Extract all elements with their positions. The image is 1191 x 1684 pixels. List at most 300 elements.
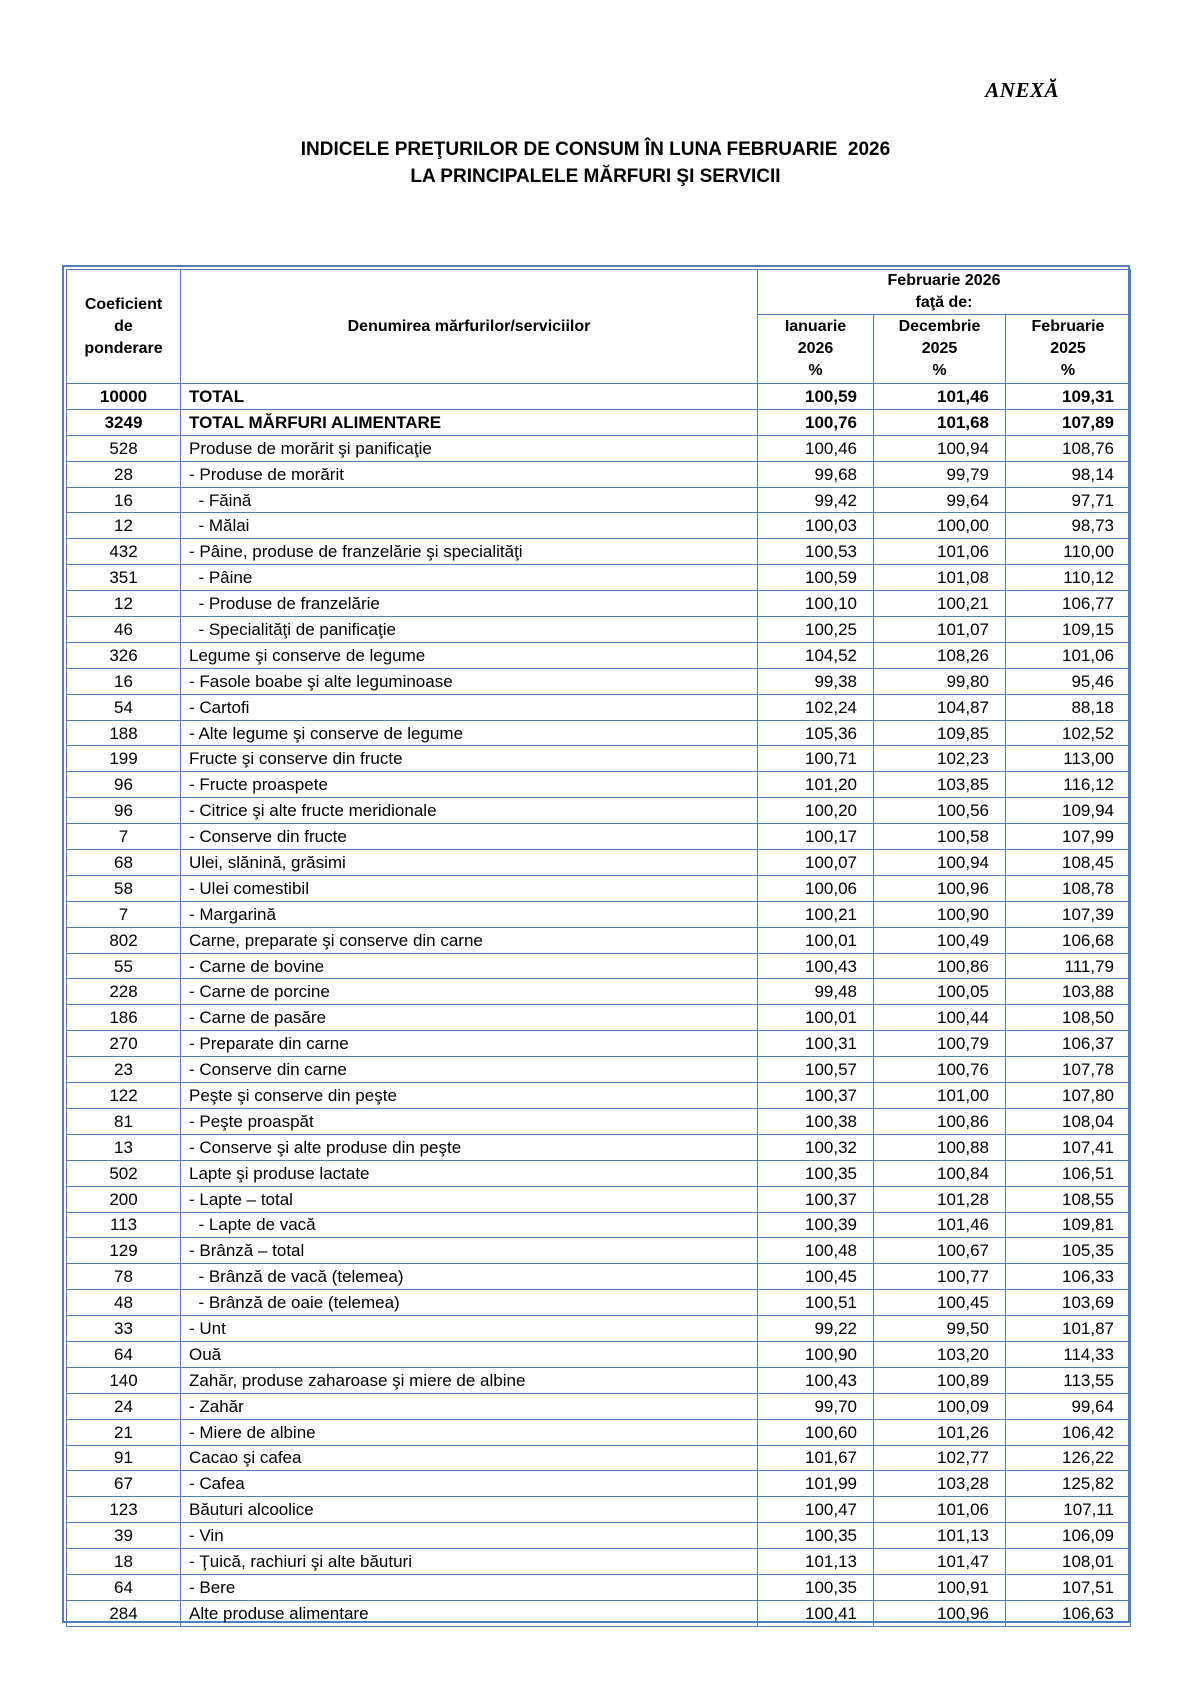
index-vs-dec-2025-cell: 100,49	[874, 927, 1006, 953]
weight-cell: 123	[67, 1497, 181, 1523]
index-vs-jan-2026-cell: 100,48	[758, 1238, 874, 1264]
index-vs-feb-2025-cell: 108,50	[1006, 1005, 1131, 1031]
index-vs-feb-2025-cell: 106,37	[1006, 1031, 1131, 1057]
item-name-cell: Ulei, slănină, grăsimi	[181, 850, 758, 876]
index-vs-feb-2025-cell: 97,71	[1006, 487, 1131, 513]
table-row	[67, 642, 1131, 668]
weight-cell: 802	[67, 927, 181, 953]
index-vs-feb-2025-cell: 109,94	[1006, 798, 1131, 824]
table-row	[67, 565, 1131, 591]
index-vs-dec-2025-cell: 100,86	[874, 1108, 1006, 1134]
table-row	[67, 798, 1131, 824]
header-coefficient: Coeficient de ponderare	[67, 270, 181, 384]
weight-cell: 502	[67, 1160, 181, 1186]
weight-cell: 122	[67, 1083, 181, 1109]
index-vs-jan-2026-cell: 99,70	[758, 1393, 874, 1419]
weight-cell: 64	[67, 1574, 181, 1600]
index-vs-dec-2025-cell: 100,56	[874, 798, 1006, 824]
weight-cell: 24	[67, 1393, 181, 1419]
item-name-cell: - Miere de albine	[181, 1419, 758, 1445]
index-vs-feb-2025-cell: 105,35	[1006, 1238, 1131, 1264]
index-vs-dec-2025-cell: 100,86	[874, 953, 1006, 979]
item-name-cell: Alte produse alimentare	[181, 1600, 758, 1626]
item-name-cell: Carne, preparate şi conserve din carne	[181, 927, 758, 953]
weight-cell: 78	[67, 1264, 181, 1290]
weight-cell: 186	[67, 1005, 181, 1031]
weight-cell: 188	[67, 720, 181, 746]
table-row	[67, 1134, 1131, 1160]
weight-cell: 12	[67, 591, 181, 617]
item-name-cell: - Margarină	[181, 901, 758, 927]
index-vs-dec-2025-cell: 100,00	[874, 513, 1006, 539]
index-vs-feb-2025-cell: 107,51	[1006, 1574, 1131, 1600]
index-vs-jan-2026-cell: 99,68	[758, 461, 874, 487]
index-vs-dec-2025-cell: 101,68	[874, 409, 1006, 435]
index-vs-jan-2026-cell: 100,03	[758, 513, 874, 539]
item-name-cell: - Vin	[181, 1523, 758, 1549]
index-vs-dec-2025-cell: 100,44	[874, 1005, 1006, 1031]
weight-cell: 113	[67, 1212, 181, 1238]
index-vs-dec-2025-cell: 101,13	[874, 1523, 1006, 1549]
table-row	[67, 1083, 1131, 1109]
item-name-cell: Legume şi conserve de legume	[181, 642, 758, 668]
item-name-cell: - Alte legume şi conserve de legume	[181, 720, 758, 746]
weight-cell: 16	[67, 487, 181, 513]
index-vs-jan-2026-cell: 100,57	[758, 1057, 874, 1083]
index-vs-dec-2025-cell: 102,23	[874, 746, 1006, 772]
index-vs-dec-2025-cell: 100,79	[874, 1031, 1006, 1057]
header-dec-2025: Decembrie 2025 %	[874, 315, 1006, 384]
item-name-cell: Fructe şi conserve din fructe	[181, 746, 758, 772]
item-name-cell: - Carne de porcine	[181, 979, 758, 1005]
index-vs-dec-2025-cell: 100,58	[874, 824, 1006, 850]
weight-cell: 28	[67, 461, 181, 487]
item-name-cell: - Fructe proaspete	[181, 772, 758, 798]
index-vs-feb-2025-cell: 113,00	[1006, 746, 1131, 772]
table-row	[67, 1264, 1131, 1290]
weight-cell: 10000	[67, 384, 181, 410]
index-vs-dec-2025-cell: 101,47	[874, 1549, 1006, 1575]
index-vs-dec-2025-cell: 100,05	[874, 979, 1006, 1005]
table-row	[67, 487, 1131, 513]
index-vs-feb-2025-cell: 106,51	[1006, 1160, 1131, 1186]
index-vs-feb-2025-cell: 99,64	[1006, 1393, 1131, 1419]
index-vs-jan-2026-cell: 100,90	[758, 1341, 874, 1367]
index-vs-dec-2025-cell: 99,50	[874, 1316, 1006, 1342]
item-name-cell: - Lapte de vacă	[181, 1212, 758, 1238]
index-vs-feb-2025-cell: 107,41	[1006, 1134, 1131, 1160]
table-row	[67, 1471, 1131, 1497]
item-name-cell: - Bere	[181, 1574, 758, 1600]
item-name-cell: - Produse de morărit	[181, 461, 758, 487]
item-name-cell: - Pâine	[181, 565, 758, 591]
index-vs-dec-2025-cell: 101,08	[874, 565, 1006, 591]
header-name: Denumirea mărfurilor/serviciilor	[181, 270, 758, 384]
table-row	[67, 875, 1131, 901]
table-row	[67, 1393, 1131, 1419]
index-vs-feb-2025-cell: 101,87	[1006, 1316, 1131, 1342]
table-row	[67, 979, 1131, 1005]
item-name-cell: TOTAL	[181, 384, 758, 410]
index-vs-jan-2026-cell: 100,31	[758, 1031, 874, 1057]
table-row	[67, 1497, 1131, 1523]
index-vs-dec-2025-cell: 99,80	[874, 668, 1006, 694]
index-vs-jan-2026-cell: 100,59	[758, 384, 874, 410]
weight-cell: 7	[67, 901, 181, 927]
index-vs-feb-2025-cell: 111,79	[1006, 953, 1131, 979]
index-vs-feb-2025-cell: 110,12	[1006, 565, 1131, 591]
weight-cell: 46	[67, 617, 181, 643]
index-vs-jan-2026-cell: 100,41	[758, 1600, 874, 1626]
item-name-cell: - Zahăr	[181, 1393, 758, 1419]
weight-cell: 55	[67, 953, 181, 979]
index-vs-dec-2025-cell: 101,00	[874, 1083, 1006, 1109]
index-vs-jan-2026-cell: 100,37	[758, 1186, 874, 1212]
table-row	[67, 1005, 1131, 1031]
table-row	[67, 901, 1131, 927]
index-vs-jan-2026-cell: 100,10	[758, 591, 874, 617]
header-group: Februarie 2026 faţă de:	[758, 270, 1131, 315]
index-vs-feb-2025-cell: 106,77	[1006, 591, 1131, 617]
index-vs-jan-2026-cell: 99,22	[758, 1316, 874, 1342]
index-vs-feb-2025-cell: 102,52	[1006, 720, 1131, 746]
table-row	[67, 1523, 1131, 1549]
weight-cell: 326	[67, 642, 181, 668]
weight-cell: 199	[67, 746, 181, 772]
table-row	[67, 409, 1131, 435]
index-vs-jan-2026-cell: 104,52	[758, 642, 874, 668]
index-vs-feb-2025-cell: 109,81	[1006, 1212, 1131, 1238]
index-vs-jan-2026-cell: 100,47	[758, 1497, 874, 1523]
index-vs-feb-2025-cell: 126,22	[1006, 1445, 1131, 1471]
index-vs-feb-2025-cell: 107,39	[1006, 901, 1131, 927]
item-name-cell: - Făină	[181, 487, 758, 513]
price-index-table	[66, 269, 1131, 1627]
index-vs-dec-2025-cell: 100,89	[874, 1367, 1006, 1393]
table-row	[67, 1212, 1131, 1238]
index-vs-jan-2026-cell: 100,17	[758, 824, 874, 850]
weight-cell: 13	[67, 1134, 181, 1160]
index-vs-dec-2025-cell: 101,46	[874, 384, 1006, 410]
weight-cell: 58	[67, 875, 181, 901]
table-row	[67, 720, 1131, 746]
table-row	[67, 617, 1131, 643]
item-name-cell: - Preparate din carne	[181, 1031, 758, 1057]
weight-cell: 228	[67, 979, 181, 1005]
item-name-cell: - Unt	[181, 1316, 758, 1342]
index-vs-jan-2026-cell: 101,99	[758, 1471, 874, 1497]
table-row	[67, 513, 1131, 539]
weight-cell: 284	[67, 1600, 181, 1626]
table-row	[67, 668, 1131, 694]
item-name-cell: - Citrice şi alte fructe meridionale	[181, 798, 758, 824]
table-row	[67, 746, 1131, 772]
index-vs-jan-2026-cell: 100,21	[758, 901, 874, 927]
index-vs-dec-2025-cell: 100,96	[874, 1600, 1006, 1626]
index-vs-jan-2026-cell: 100,20	[758, 798, 874, 824]
header-feb-2025: Februarie 2025 %	[1006, 315, 1131, 384]
weight-cell: 48	[67, 1290, 181, 1316]
table-row	[67, 1549, 1131, 1575]
index-vs-feb-2025-cell: 108,76	[1006, 435, 1131, 461]
index-vs-dec-2025-cell: 101,26	[874, 1419, 1006, 1445]
index-vs-feb-2025-cell: 108,04	[1006, 1108, 1131, 1134]
index-vs-jan-2026-cell: 100,01	[758, 927, 874, 953]
item-name-cell: - Fasole boabe şi alte leguminoase	[181, 668, 758, 694]
weight-cell: 67	[67, 1471, 181, 1497]
index-vs-dec-2025-cell: 100,76	[874, 1057, 1006, 1083]
weight-cell: 129	[67, 1238, 181, 1264]
item-name-cell: - Specialităţi de panificaţie	[181, 617, 758, 643]
weight-cell: 3249	[67, 409, 181, 435]
item-name-cell: Băuturi alcoolice	[181, 1497, 758, 1523]
index-vs-feb-2025-cell: 103,69	[1006, 1290, 1131, 1316]
weight-cell: 23	[67, 1057, 181, 1083]
weight-cell: 68	[67, 850, 181, 876]
index-vs-dec-2025-cell: 104,87	[874, 694, 1006, 720]
price-index-table-frame	[62, 265, 1130, 1623]
index-vs-jan-2026-cell: 99,48	[758, 979, 874, 1005]
index-vs-dec-2025-cell: 100,67	[874, 1238, 1006, 1264]
item-name-cell: - Cartofi	[181, 694, 758, 720]
table-row	[67, 1600, 1131, 1626]
index-vs-dec-2025-cell: 100,88	[874, 1134, 1006, 1160]
item-name-cell: Ouă	[181, 1341, 758, 1367]
index-vs-feb-2025-cell: 125,82	[1006, 1471, 1131, 1497]
table-row	[67, 1031, 1131, 1057]
page-title	[0, 136, 1191, 190]
index-vs-jan-2026-cell: 100,37	[758, 1083, 874, 1109]
index-vs-jan-2026-cell: 100,06	[758, 875, 874, 901]
table-row	[67, 539, 1131, 565]
index-vs-jan-2026-cell: 100,45	[758, 1264, 874, 1290]
index-vs-feb-2025-cell: 107,11	[1006, 1497, 1131, 1523]
index-vs-feb-2025-cell: 109,31	[1006, 384, 1131, 410]
weight-cell: 96	[67, 772, 181, 798]
index-vs-jan-2026-cell: 100,32	[758, 1134, 874, 1160]
index-vs-jan-2026-cell: 100,71	[758, 746, 874, 772]
weight-cell: 432	[67, 539, 181, 565]
table-row	[67, 435, 1131, 461]
item-name-cell: - Produse de franzelărie	[181, 591, 758, 617]
index-vs-jan-2026-cell: 100,35	[758, 1160, 874, 1186]
weight-cell: 18	[67, 1549, 181, 1575]
weight-cell: 12	[67, 513, 181, 539]
index-vs-dec-2025-cell: 100,91	[874, 1574, 1006, 1600]
index-vs-dec-2025-cell: 100,94	[874, 850, 1006, 876]
index-vs-jan-2026-cell: 101,67	[758, 1445, 874, 1471]
title-line-2: LA PRINCIPALELE MĂRFURI ŞI SERVICII	[410, 166, 781, 187]
table-row	[67, 591, 1131, 617]
index-vs-jan-2026-cell: 101,20	[758, 772, 874, 798]
index-vs-dec-2025-cell: 100,96	[874, 875, 1006, 901]
index-vs-jan-2026-cell: 105,36	[758, 720, 874, 746]
table-row	[67, 384, 1131, 410]
index-vs-jan-2026-cell: 99,38	[758, 668, 874, 694]
index-vs-feb-2025-cell: 88,18	[1006, 694, 1131, 720]
index-vs-feb-2025-cell: 107,89	[1006, 409, 1131, 435]
index-vs-jan-2026-cell: 102,24	[758, 694, 874, 720]
index-vs-jan-2026-cell: 100,51	[758, 1290, 874, 1316]
index-vs-dec-2025-cell: 100,90	[874, 901, 1006, 927]
table-row	[67, 824, 1131, 850]
index-vs-feb-2025-cell: 106,68	[1006, 927, 1131, 953]
index-vs-feb-2025-cell: 116,12	[1006, 772, 1131, 798]
table-row	[67, 1108, 1131, 1134]
index-vs-jan-2026-cell: 100,59	[758, 565, 874, 591]
item-name-cell: - Ţuică, rachiuri şi alte băuturi	[181, 1549, 758, 1575]
index-vs-jan-2026-cell: 101,13	[758, 1549, 874, 1575]
index-vs-dec-2025-cell: 99,64	[874, 487, 1006, 513]
annex-label: ANEXĂ	[985, 78, 1059, 102]
item-name-cell: Lapte şi produse lactate	[181, 1160, 758, 1186]
index-vs-jan-2026-cell: 100,60	[758, 1419, 874, 1445]
index-vs-dec-2025-cell: 100,94	[874, 435, 1006, 461]
index-vs-jan-2026-cell: 100,39	[758, 1212, 874, 1238]
index-vs-feb-2025-cell: 103,88	[1006, 979, 1131, 1005]
index-vs-dec-2025-cell: 100,77	[874, 1264, 1006, 1290]
index-vs-feb-2025-cell: 110,00	[1006, 539, 1131, 565]
table-row	[67, 694, 1131, 720]
index-vs-dec-2025-cell: 101,06	[874, 1497, 1006, 1523]
table-row	[67, 1419, 1131, 1445]
weight-cell: 54	[67, 694, 181, 720]
table-row	[67, 927, 1131, 953]
index-vs-feb-2025-cell: 106,33	[1006, 1264, 1131, 1290]
table-row	[67, 1445, 1131, 1471]
index-vs-feb-2025-cell: 106,63	[1006, 1600, 1131, 1626]
weight-cell: 7	[67, 824, 181, 850]
index-vs-feb-2025-cell: 107,78	[1006, 1057, 1131, 1083]
index-vs-feb-2025-cell: 108,45	[1006, 850, 1131, 876]
table-row	[67, 461, 1131, 487]
weight-cell: 96	[67, 798, 181, 824]
index-vs-dec-2025-cell: 101,06	[874, 539, 1006, 565]
table-body	[67, 384, 1131, 1627]
weight-cell: 528	[67, 435, 181, 461]
index-vs-feb-2025-cell: 109,15	[1006, 617, 1131, 643]
table-row	[67, 1341, 1131, 1367]
index-vs-dec-2025-cell: 100,84	[874, 1160, 1006, 1186]
index-vs-dec-2025-cell: 100,09	[874, 1393, 1006, 1419]
item-name-cell: - Ulei comestibil	[181, 875, 758, 901]
index-vs-jan-2026-cell: 100,53	[758, 539, 874, 565]
index-vs-dec-2025-cell: 99,79	[874, 461, 1006, 487]
index-vs-jan-2026-cell: 100,76	[758, 409, 874, 435]
index-vs-jan-2026-cell: 100,46	[758, 435, 874, 461]
item-name-cell: Produse de morărit şi panificaţie	[181, 435, 758, 461]
item-name-cell: - Conserve din carne	[181, 1057, 758, 1083]
weight-cell: 64	[67, 1341, 181, 1367]
title-line-1: INDICELE PREŢURILOR DE CONSUM ÎN LUNA FEBRUARIE 2026	[300, 139, 891, 160]
item-name-cell: TOTAL MĂRFURI ALIMENTARE	[181, 409, 758, 435]
weight-cell: 81	[67, 1108, 181, 1134]
index-vs-jan-2026-cell: 100,43	[758, 953, 874, 979]
weight-cell: 33	[67, 1316, 181, 1342]
weight-cell: 21	[67, 1419, 181, 1445]
item-name-cell: - Brânză de vacă (telemea)	[181, 1264, 758, 1290]
item-name-cell: - Lapte – total	[181, 1186, 758, 1212]
item-name-cell: Zahăr, produse zaharoase şi miere de albine	[181, 1367, 758, 1393]
item-name-cell: - Brânză de oaie (telemea)	[181, 1290, 758, 1316]
table-row	[67, 772, 1131, 798]
item-name-cell: - Brânză – total	[181, 1238, 758, 1264]
table-row	[67, 1057, 1131, 1083]
item-name-cell: - Carne de pasăre	[181, 1005, 758, 1031]
item-name-cell: - Mălai	[181, 513, 758, 539]
item-name-cell: - Peşte proaspăt	[181, 1108, 758, 1134]
weight-cell: 200	[67, 1186, 181, 1212]
index-vs-jan-2026-cell: 100,35	[758, 1523, 874, 1549]
weight-cell: 16	[67, 668, 181, 694]
index-vs-feb-2025-cell: 98,73	[1006, 513, 1131, 539]
index-vs-feb-2025-cell: 107,99	[1006, 824, 1131, 850]
index-vs-dec-2025-cell: 101,46	[874, 1212, 1006, 1238]
weight-cell: 270	[67, 1031, 181, 1057]
table-row	[67, 1574, 1131, 1600]
index-vs-feb-2025-cell: 107,80	[1006, 1083, 1131, 1109]
index-vs-jan-2026-cell: 100,35	[758, 1574, 874, 1600]
index-vs-feb-2025-cell: 113,55	[1006, 1367, 1131, 1393]
item-name-cell: Cacao şi cafea	[181, 1445, 758, 1471]
index-vs-jan-2026-cell: 100,01	[758, 1005, 874, 1031]
index-vs-dec-2025-cell: 101,28	[874, 1186, 1006, 1212]
item-name-cell: - Pâine, produse de franzelărie şi specialităţi	[181, 539, 758, 565]
table-row	[67, 1290, 1131, 1316]
index-vs-dec-2025-cell: 101,07	[874, 617, 1006, 643]
table-row	[67, 850, 1131, 876]
weight-cell: 140	[67, 1367, 181, 1393]
index-vs-feb-2025-cell: 108,78	[1006, 875, 1131, 901]
table-row	[67, 1238, 1131, 1264]
index-vs-dec-2025-cell: 108,26	[874, 642, 1006, 668]
index-vs-dec-2025-cell: 100,21	[874, 591, 1006, 617]
table-row	[67, 1367, 1131, 1393]
index-vs-dec-2025-cell: 103,20	[874, 1341, 1006, 1367]
weight-cell: 91	[67, 1445, 181, 1471]
index-vs-jan-2026-cell: 100,07	[758, 850, 874, 876]
index-vs-feb-2025-cell: 114,33	[1006, 1341, 1131, 1367]
index-vs-feb-2025-cell: 108,01	[1006, 1549, 1131, 1575]
table-row	[67, 953, 1131, 979]
item-name-cell: - Conserve din fructe	[181, 824, 758, 850]
table-row	[67, 1160, 1131, 1186]
index-vs-feb-2025-cell: 106,09	[1006, 1523, 1131, 1549]
index-vs-feb-2025-cell: 95,46	[1006, 668, 1131, 694]
index-vs-jan-2026-cell: 99,42	[758, 487, 874, 513]
item-name-cell: Peşte şi conserve din peşte	[181, 1083, 758, 1109]
index-vs-feb-2025-cell: 101,06	[1006, 642, 1131, 668]
index-vs-feb-2025-cell: 98,14	[1006, 461, 1131, 487]
item-name-cell: - Cafea	[181, 1471, 758, 1497]
header-jan-2026: Ianuarie 2026 %	[758, 315, 874, 384]
table-row	[67, 1186, 1131, 1212]
weight-cell: 39	[67, 1523, 181, 1549]
index-vs-dec-2025-cell: 100,45	[874, 1290, 1006, 1316]
index-vs-jan-2026-cell: 100,43	[758, 1367, 874, 1393]
table-row	[67, 1316, 1131, 1342]
index-vs-dec-2025-cell: 103,28	[874, 1471, 1006, 1497]
index-vs-jan-2026-cell: 100,25	[758, 617, 874, 643]
weight-cell: 351	[67, 565, 181, 591]
index-vs-feb-2025-cell: 108,55	[1006, 1186, 1131, 1212]
index-vs-dec-2025-cell: 102,77	[874, 1445, 1006, 1471]
index-vs-jan-2026-cell: 100,38	[758, 1108, 874, 1134]
index-vs-dec-2025-cell: 103,85	[874, 772, 1006, 798]
item-name-cell: - Carne de bovine	[181, 953, 758, 979]
index-vs-feb-2025-cell: 106,42	[1006, 1419, 1131, 1445]
index-vs-dec-2025-cell: 109,85	[874, 720, 1006, 746]
